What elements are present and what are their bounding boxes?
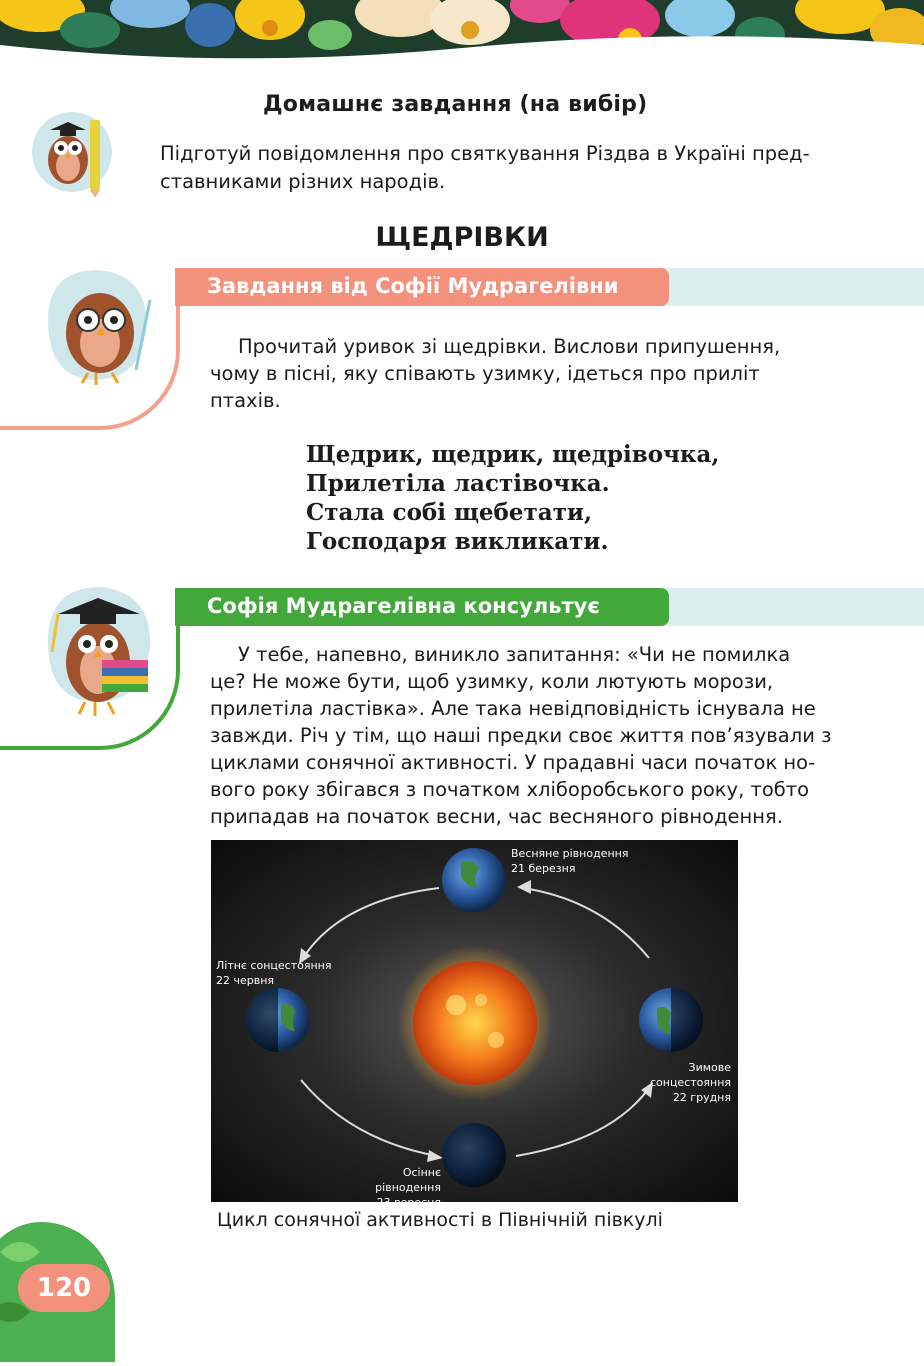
figure-caption: Цикл сонячної активності в Північній півкулі <box>217 1209 663 1231</box>
consult-line: це? Не може бути, щоб узимку, коли лютують морози, <box>210 670 774 693</box>
consult-bar-bg <box>660 588 924 626</box>
spring-label-name: Весняне рівнодення <box>511 847 629 860</box>
consult-line: припадав на початок весни, час весняного рівнодення. <box>210 805 783 828</box>
owl-with-pencil-icon <box>32 108 114 198</box>
consult-header: Софія Мудрагелівна консультує <box>207 594 600 618</box>
homework-line: ставниками різних народів. <box>160 170 446 193</box>
earth-icon <box>442 848 506 912</box>
autumn-label-name: Осіннє рівнодення <box>375 1166 441 1194</box>
poem <box>306 440 719 556</box>
solar-cycle-diagram <box>211 840 738 1202</box>
task-bar-bg <box>660 268 924 306</box>
homework-line: Підготуй повідомлення про святкування Різдва в Україні пред- <box>160 142 810 165</box>
homework-title: Домашнє завдання (на вибір) <box>263 92 648 117</box>
consult-line: прилетіла ластівка». Але така невідповідність існувала не <box>210 697 816 720</box>
consult-line: завжди. Річ у тім, що наші предки своє життя пов’язували з <box>210 724 832 747</box>
spring-label <box>511 846 628 876</box>
owl-with-books-icon <box>40 582 155 722</box>
consult-line: вого року збігався з початком хліборобського року, тобто <box>210 778 810 801</box>
earth-icon <box>639 988 703 1052</box>
task-header: Завдання від Софії Мудрагелівни <box>207 274 619 298</box>
section-title: ЩЕДРІВКИ <box>375 222 549 253</box>
task-line: Прочитай уривок зі щедрівки. Вислови припушення, <box>238 335 781 358</box>
orbit-arrow <box>523 888 649 958</box>
poem-line: Стала собі щебетати, <box>306 499 592 526</box>
consult-line: У тебе, напевно, виникло запитання: «Чи не помилка <box>238 643 791 666</box>
homework-text <box>160 140 850 196</box>
task-line: птахів. <box>210 389 281 412</box>
poem-line: Щедрик, щедрик, щедрівочка, <box>306 441 720 468</box>
owl-with-pointer-icon <box>38 265 153 390</box>
task-paragraph <box>210 333 845 414</box>
summer-label-date: 22 червня <box>216 974 275 987</box>
consult-paragraph <box>210 641 845 830</box>
winter-label <box>611 1060 731 1105</box>
task-line: чому в пісні, яку співають узимку, ідеться про приліт <box>210 362 760 385</box>
page-number: 120 <box>18 1264 110 1312</box>
winter-label-date: 22 грудня <box>672 1091 731 1104</box>
spring-label-date: 21 березня <box>511 862 576 875</box>
summer-label <box>216 958 332 988</box>
autumn-label <box>336 1165 441 1210</box>
earth-icon <box>246 988 310 1052</box>
orbit-arrow <box>301 1080 437 1156</box>
sun-icon <box>413 961 537 1085</box>
floral-banner <box>0 0 924 60</box>
winter-label-name: Зимове сонцестояння <box>649 1061 731 1089</box>
consult-line: циклами сонячної активності. У прадавні часи початок но- <box>210 751 816 774</box>
solar-cycle-figure <box>211 840 738 1209</box>
poem-line: Прилетіла ластівочка. <box>306 470 610 497</box>
earth-icon <box>442 1123 506 1187</box>
autumn-label-date: 23 вересня <box>376 1196 441 1209</box>
orbit-arrow <box>303 888 439 958</box>
poem-line: Господаря викликати. <box>306 528 609 555</box>
summer-label-name: Літнє сонцестояння <box>216 959 332 972</box>
